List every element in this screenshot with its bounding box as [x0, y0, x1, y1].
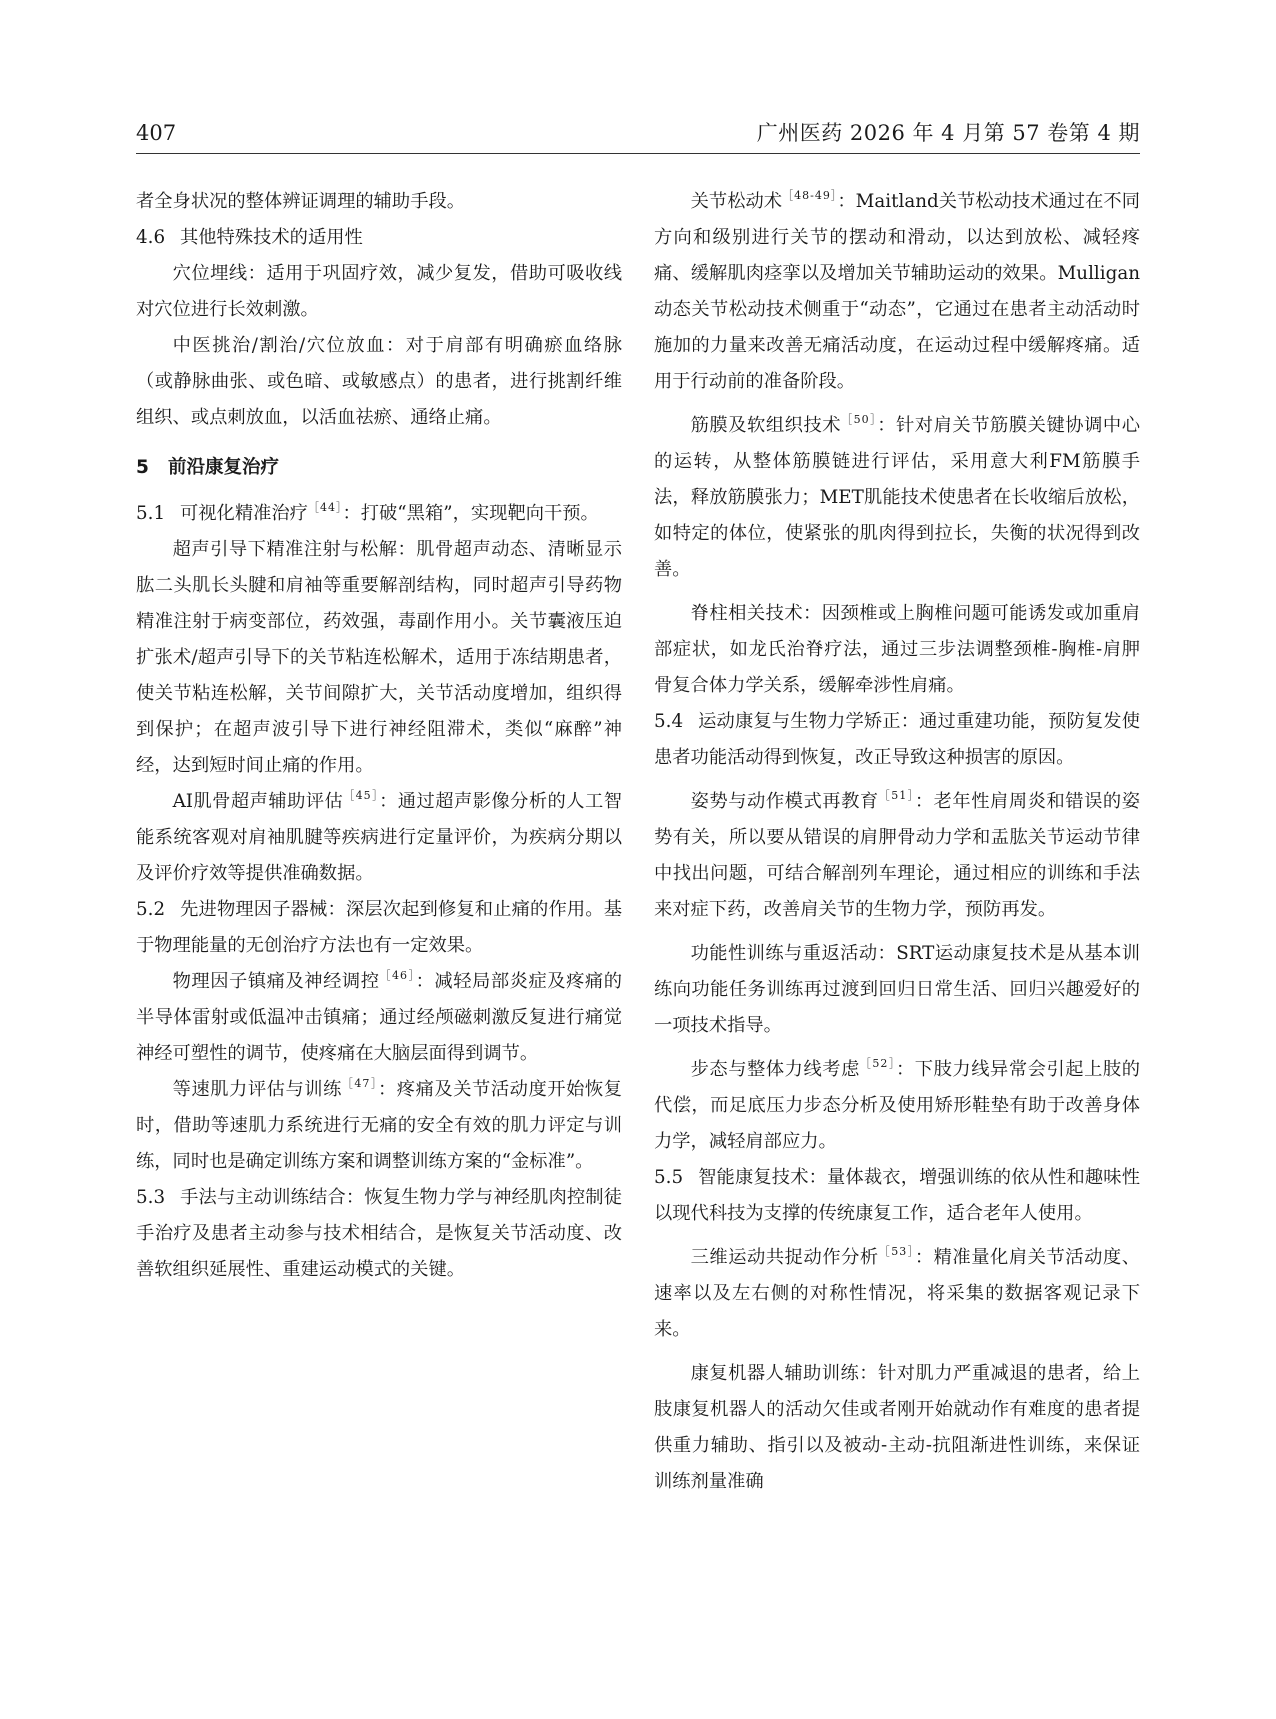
paragraph [654, 784, 1140, 928]
paragraph [654, 1052, 1140, 1160]
subsection-5-3 [136, 1180, 622, 1288]
citation-ref: ［53］ [878, 1245, 915, 1258]
paragraph-text: ：老年性肩周炎和错误的姿势有关，所以要从错误的肩胛骨动力学和盂肱关节运动节律中找出问题，可结合解剖列车理论，通过相应的训练和手法来对症下药，改善肩关节的生物力学，预防再发。 [654, 791, 1141, 920]
paragraph-lead: 等速肌力评估与训练 [172, 1079, 342, 1100]
paragraph-lead: 关节松动术 [690, 191, 783, 212]
subsection-5-1 [136, 496, 622, 532]
citation-ref: ［48-49］ [782, 189, 838, 202]
page-header [136, 116, 1140, 150]
citation-ref: ［51］ [878, 789, 915, 802]
paragraph-lead: 物理因子镇痛及神经调控 [172, 971, 380, 992]
paragraph-lead: 筋膜及软组织技术 [690, 415, 842, 436]
paragraph: 功能性训练与重返活动：SRT运动康复技术是从基本训练向功能任务训练再过渡到回归日常生活、回归兴趣爱好的一项技术指导。 [654, 943, 1140, 1036]
citation-ref: ［46］ [379, 969, 416, 982]
subsection-text: 智能康复技术：量体裁衣，增强训练的依从性和趣味性以现代科技为支撑的传统康复工作，适合老年人使用。 [654, 1167, 1140, 1224]
subsection-4-6 [136, 220, 622, 256]
section-heading-5 [136, 450, 622, 486]
section-number: 5 [136, 457, 149, 478]
paragraph [136, 1072, 622, 1180]
subsection-text: 运动康复与生物力学矫正：通过重建功能，预防复发使患者功能活动得到恢复，改正导致这种损害的原因。 [654, 711, 1140, 768]
paragraph-text: ：针对肩关节筋膜关键协调中心的运转，从整体筋膜链进行评估，采用意大利FM筋膜手法，释放筋膜张力；MET肌能技术使患者在长收缩后放松，如特定的体位，使紧张的肌肉得到拉长，失衡的状况得到改善。 [654, 415, 1141, 580]
subsection-lead: 可视化精准治疗 [180, 503, 308, 524]
paragraph-text: ：Maitland关节松动技术通过在不同方向和级别进行关节的摆动和滑动，以达到放松、减轻疼痛、缓解肌肉痉挛以及增加关节辅助运动的效果。Mulligan动态关节松动技术侧重于“动态”，它通过在患者主动活动时施加的力量来改善无痛活动度，在运动过程中缓解疼痛。适用于行动前的准备阶段。 [654, 191, 1140, 392]
citation-ref: ［50］ [841, 413, 878, 426]
citation-ref: ［52］ [859, 1057, 896, 1070]
header-rule [136, 153, 1140, 154]
left-column [136, 184, 622, 1288]
section-title: 其他特殊技术的适用性 [180, 227, 363, 248]
subsection-5-2 [136, 892, 622, 964]
citation-ref: ［47］ [341, 1077, 378, 1090]
subsection-text: 先进物理因子器械：深层次起到修复和止痛的作用。基于物理能量的无创治疗方法也有一定效果。 [136, 899, 622, 956]
paragraph: 者全身状况的整体辨证调理的辅助手段。 [136, 191, 466, 212]
paragraph-lead: 三维运动共捉动作分析 [690, 1247, 879, 1268]
section-number: 4.6 [136, 227, 166, 248]
paragraph: 超声引导下精准注射与松解：肌骨超声动态、清晰显示肱二头肌长头腱和肩袖等重要解剖结构，同时超声引导药物精准注射于病变部位，药效强，毒副作用小。关节囊液压迫扩张术/超声引导下的关节粘连松解术，适用于冻结期患者，使关节粘连松解，关节间隙扩大，关节活动度增加，组织得到保护；在超声波引导下进行神经阻滞术，类似“麻醉”神经，达到短时间止痛的作用。 [136, 539, 622, 776]
paragraph: 康复机器人辅助训练：针对肌力严重减退的患者，给上肢康复机器人的活动欠佳或者刚开始就动作有难度的患者提供重力辅助、指引以及被动-主动-抗阻渐进性训练，来保证训练剂量准确 [654, 1363, 1140, 1492]
section-number: 5.4 [654, 711, 684, 732]
citation-ref: ［45］ [343, 789, 380, 802]
subsection-text: ：打破“黑箱”，实现靶向干预。 [342, 503, 599, 524]
paragraph-lead: 步态与整体力线考虑 [690, 1059, 860, 1080]
paragraph-text: ：减轻局部炎症及疼痛的半导体雷射或低温冲击镇痛；通过经颅磁刺激反复进行痛觉神经可塑性的调节，使疼痛在大脑层面得到调节。 [136, 971, 623, 1064]
section-number: 5.5 [654, 1167, 684, 1188]
section-number: 5.1 [136, 503, 166, 524]
paragraph [654, 184, 1140, 400]
right-column [654, 184, 1140, 1500]
subsection-5-5 [654, 1160, 1140, 1232]
paragraph-text: ：通过超声影像分析的人工智能系统客观对肩袖肌腱等疾病进行定量评价，为疾病分期以及评价疗效等提供准确数据。 [136, 791, 622, 884]
paragraph-lead: AI肌骨超声辅助评估 [172, 791, 344, 812]
paragraph: 中医挑治/割治/穴位放血：对于肩部有明确瘀血络脉（或静脉曲张、或色暗、或敏感点）的患者，进行挑割纤维组织、或点刺放血，以活血祛瘀、通络止痛。 [136, 335, 622, 428]
paragraph-text: ：下肢力线异常会引起上肢的代偿，而足底压力步态分析及使用矫形鞋垫有助于改善身体力学，减轻肩部应力。 [654, 1059, 1141, 1152]
paragraph-lead: 姿势与动作模式再教育 [690, 791, 879, 812]
paragraph: 穴位埋线：适用于巩固疗效，减少复发，借助可吸收线对穴位进行长效刺激。 [136, 263, 622, 320]
paragraph [136, 964, 622, 1072]
citation-ref: ［44］ [307, 501, 343, 514]
section-title: 前沿康复治疗 [168, 457, 280, 478]
paragraph-text: ：疼痛及关节活动度开始恢复时，借助等速肌力系统进行无痛的安全有效的肌力评定与训练，同时也是确定训练方案和调整训练方案的“金标准”。 [136, 1079, 623, 1172]
paragraph-text: ：精准量化肩关节活动度、速率以及左右侧的对称性情况，将采集的数据客观记录下来。 [654, 1247, 1141, 1340]
paragraph [654, 408, 1140, 588]
paragraph [654, 1240, 1140, 1348]
section-number: 5.3 [136, 1187, 166, 1208]
page-number: 407 [136, 121, 177, 145]
subsection-text: 手法与主动训练结合：恢复生物力学与神经肌肉控制徒手治疗及患者主动参与技术相结合，是恢复关节活动度、改善软组织延展性、重建运动模式的关键。 [136, 1187, 622, 1280]
journal-citation: 广州医药 2026 年 4 月第 57 卷第 4 期 [756, 121, 1140, 145]
section-number: 5.2 [136, 899, 166, 920]
subsection-5-4 [654, 704, 1140, 776]
paragraph: 脊柱相关技术：因颈椎或上胸椎问题可能诱发或加重肩部症状，如龙氏治脊疗法，通过三步法调整颈椎-胸椎-肩胛骨复合体力学关系，缓解牵涉性肩痛。 [654, 603, 1140, 696]
paragraph [136, 784, 622, 892]
